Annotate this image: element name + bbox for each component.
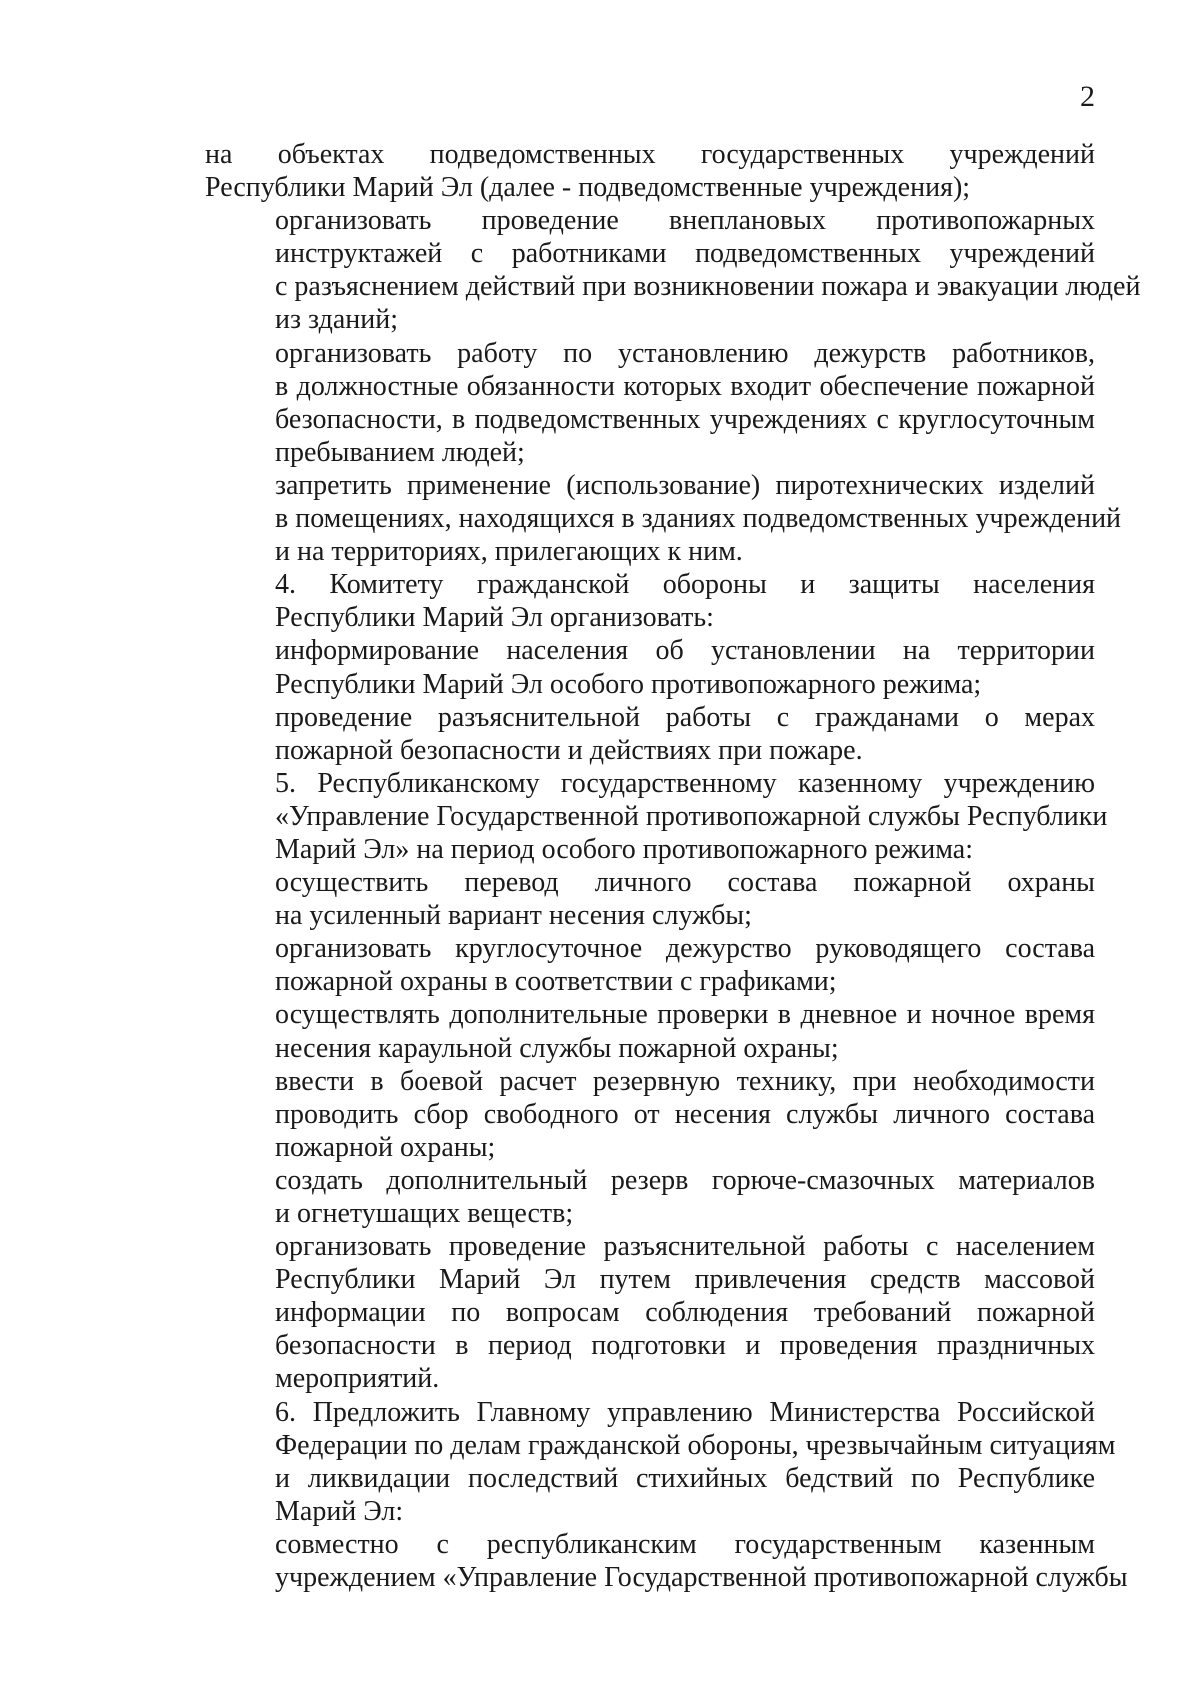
paragraph: [205, 866, 1095, 932]
text-line: информации по вопросам соблюдения требований пожарной: [275, 1297, 1095, 1329]
text-line: 5. Республиканскому государственному казенному учреждению: [275, 767, 1095, 799]
text-line: совместно с республиканским государственным казенным: [275, 1528, 1095, 1560]
text-line: мероприятий.: [275, 1363, 440, 1395]
paragraph: [205, 138, 1095, 204]
text-line: Марий Эл» на период особого противопожарного режима:: [275, 833, 973, 865]
text-line: проводить сбор свободного от несения службы личного состава: [275, 1098, 1095, 1130]
text-line: создать дополнительный резерв горюче-смазочных материалов: [275, 1164, 1095, 1196]
paragraph: [205, 701, 1095, 767]
text-line: организовать круглосуточное дежурство руководящего состава: [275, 933, 1095, 965]
paragraph: [205, 634, 1095, 700]
text-line: пребыванием людей;: [275, 436, 525, 468]
text-line: организовать работу по установлению дежурств работников,: [275, 337, 1095, 369]
paragraph: [205, 204, 1141, 336]
text-line: Марий Эл:: [275, 1495, 404, 1527]
text-line: Федерации по делам гражданской обороны, чрезвычайным ситуациям: [275, 1429, 1116, 1461]
text-line: и на территориях, прилегающих к ним.: [275, 536, 743, 568]
text-line: пожарной охраны в соответствии с графиками;: [275, 966, 837, 998]
paragraph: [205, 568, 1095, 634]
text-line: 6. Предложить Главному управлению Министерства Российской: [275, 1396, 1095, 1428]
text-line: осуществлять дополнительные проверки в дневное и ночное время: [275, 999, 1095, 1031]
text-line: и огнетушащих веществ;: [275, 1198, 574, 1229]
text-line: в помещениях, находящихся в зданиях подведомственных учреждений: [275, 503, 1122, 535]
paragraph: [205, 767, 1108, 866]
text-line: проведение разъяснительной работы с гражданами о мерах: [275, 701, 1095, 733]
text-line: Республики Марий Эл организовать:: [275, 602, 714, 634]
text-line: инструктажей с работниками подведомственных учреждений: [275, 238, 1095, 270]
text-line: пожарной охраны;: [275, 1131, 496, 1163]
text-line: ввести в боевой расчет резервную технику, при необходимости: [275, 1065, 1095, 1097]
text-line: запретить применение (использование) пиротехнических изделий: [275, 469, 1095, 501]
text-line: пожарной безопасности и действиях при пожаре.: [275, 734, 863, 766]
text-line: учреждением «Управление Государственной противопожарной службы: [275, 1562, 1128, 1594]
paragraph: [205, 1065, 1095, 1164]
paragraph: [205, 1396, 1116, 1528]
paragraph: [205, 1528, 1128, 1594]
document-body: [205, 138, 1141, 1594]
paragraph: [205, 998, 1095, 1064]
text-line: Республики Марий Эл путем привлечения средств массовой: [275, 1264, 1095, 1296]
text-line: организовать проведение внеплановых противопожарных: [275, 205, 1095, 237]
paragraph: [205, 1164, 1095, 1230]
text-line: Республики Марий Эл особого противопожарного режима;: [275, 668, 982, 700]
text-line: 4. Комитету гражданской обороны и защиты населения: [275, 569, 1095, 601]
text-line: информирование населения об установлении на территории: [275, 635, 1095, 667]
text-line: из зданий;: [275, 304, 399, 336]
text-line: и ликвидации последствий стихийных бедствий по Республике: [275, 1462, 1095, 1494]
text-line: на усиленный вариант несения службы;: [275, 900, 752, 932]
paragraph: [205, 469, 1122, 568]
paragraph: [205, 932, 1095, 998]
paragraph: [205, 337, 1095, 469]
text-line: с разъяснением действий при возникновении пожара и эвакуации людей: [275, 271, 1141, 303]
page-number: 2: [1080, 80, 1095, 113]
text-line: безопасности в период подготовки и проведения праздничных: [275, 1330, 1095, 1362]
text-line: «Управление Государственной противопожарной службы Республики: [275, 800, 1108, 832]
paragraph: [205, 1230, 1095, 1395]
text-line: организовать проведение разъяснительной работы с населением: [275, 1231, 1095, 1263]
text-line: в должностные обязанности которых входит обеспечение пожарной: [275, 370, 1095, 402]
text-line: несения караульной службы пожарной охраны;: [275, 1032, 839, 1064]
text-line: на объектах подведомственных государственных учреждений: [205, 139, 1095, 170]
text-line: осуществить перевод личного состава пожарной охраны: [275, 867, 1095, 899]
text-line: безопасности, в подведомственных учреждениях с круглосуточным: [275, 403, 1095, 435]
text-line: Республики Марий Эл (далее - подведомственные учреждения);: [205, 172, 971, 204]
